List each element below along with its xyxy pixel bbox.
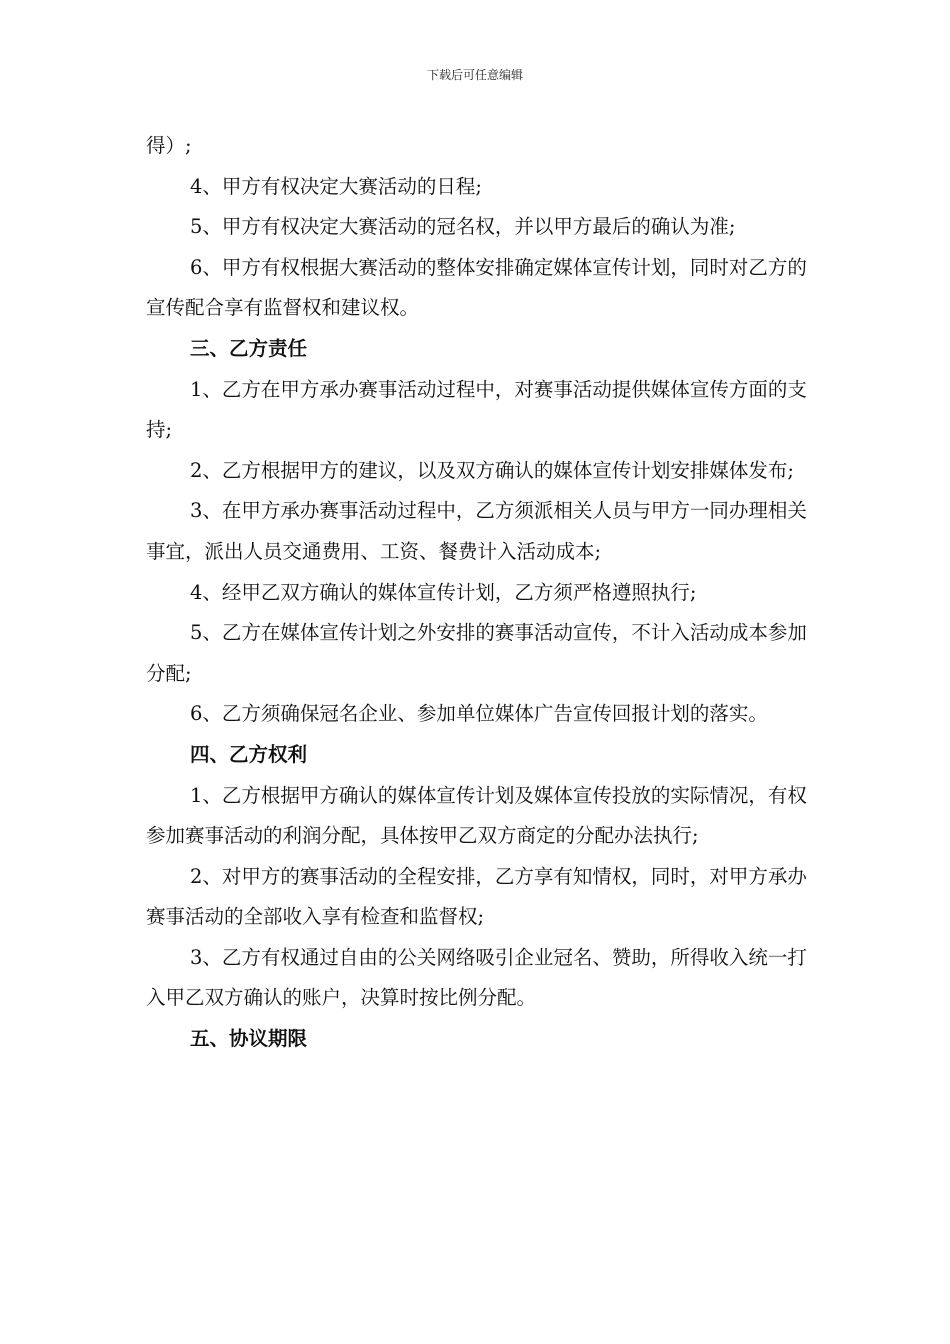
paragraph: 4、经甲乙双方确认的媒体宣传计划，乙方须严格遵照执行; xyxy=(190,580,697,604)
paragraph: 得）; xyxy=(146,134,192,157)
paragraph: 4、甲方有权决定大赛活动的日程; xyxy=(190,174,482,198)
section-heading: 三、乙方责任 xyxy=(190,336,308,360)
document-body xyxy=(146,126,816,1060)
section-heading: 四、乙方权利 xyxy=(190,742,308,766)
paragraph: 6、甲方有权根据大赛活动的整体安排确定媒体宣传计划，同时对乙方的宣传配合享有监督权和建议权。 xyxy=(146,255,807,320)
paragraph: 5、甲方有权决定大赛活动的冠名权，并以甲方最后的确认为准; xyxy=(190,215,736,239)
paragraph: 5、乙方在媒体宣传计划之外安排的赛事活动宣传，不计入活动成本参加分配; xyxy=(146,621,807,685)
paragraph: 1、乙方根据甲方确认的媒体宣传计划及媒体宣传投放的实际情况，有权参加赛事活动的利润分配，具体按甲乙双方商定的分配办法执行; xyxy=(146,783,807,848)
paragraph: 2、乙方根据甲方的建议，以及双方确认的媒体宣传计划安排媒体发布; xyxy=(190,458,794,482)
paragraph: 3、在甲方承办赛事活动过程中，乙方须派相关人员与甲方一同办理相关事宜，派出人员交通费用、工资、餐费计入活动成本; xyxy=(146,499,807,563)
paragraph: 2、对甲方的赛事活动的全程安排，乙方享有知情权，同时，对甲方承办赛事活动的全部收入享有检查和监督权; xyxy=(146,864,807,929)
paragraph: 6、乙方须确保冠名企业、参加单位媒体广告宣传回报计划的落实。 xyxy=(190,702,768,726)
page-header: 下载后可任意编辑 xyxy=(426,68,523,82)
paragraph: 3、乙方有权通过自由的公关网络吸引企业冠名、赞助，所得收入统一打入甲乙双方确认的账户，决算时按比例分配。 xyxy=(146,945,807,1010)
paragraph: 1、乙方在甲方承办赛事活动过程中，对赛事活动提供媒体宣传方面的支持; xyxy=(146,377,807,442)
section-heading: 五、协议期限 xyxy=(190,1027,308,1051)
